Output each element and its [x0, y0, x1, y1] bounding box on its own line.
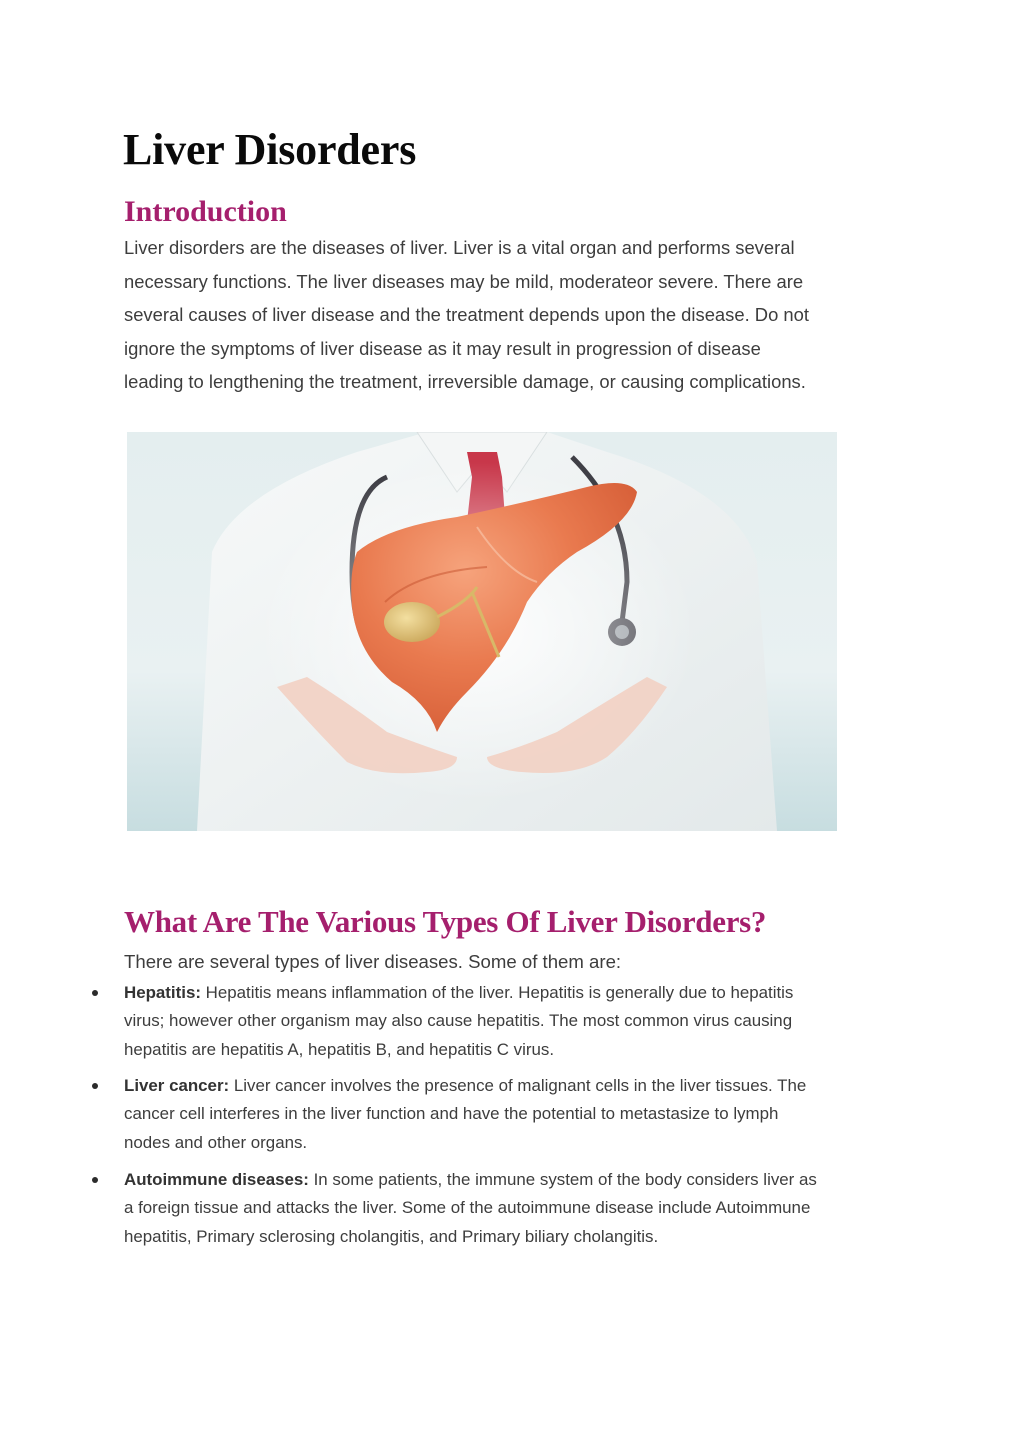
paragraph-line: ignore the symptoms of liver disease as it may result in progression of disease: [124, 337, 761, 359]
paragraph-line: necessary functions. The liver diseases may be mild, moderateor severe. There are: [124, 270, 804, 292]
list-item-liver-cancer: [124, 1072, 924, 1157]
list-item-line: [124, 979, 924, 1007]
list-item-line: hepatitis are hepatitis A, hepatitis B, and hepatitis C virus.: [124, 1040, 555, 1059]
list-item-line: [124, 1072, 924, 1100]
list-item-line: virus; however other organism may also cause hepatitis. The most common virus causing: [124, 1011, 793, 1030]
types-intro-text: There are several types of liver diseases. Some of them are:: [124, 951, 622, 972]
list-item-line: a foreign tissue and attacks the liver. Some of the autoimmune disease include Autoimmune: [124, 1198, 811, 1217]
list-item-term: Hepatitis:: [124, 983, 201, 1002]
introduction-paragraph: [124, 231, 914, 399]
list-item-text: In some patients, the immune system of the body considers liver as: [308, 1170, 817, 1189]
paragraph-line: leading to lengthening the treatment, irreversible damage, or causing complications.: [124, 371, 806, 392]
paragraph-line: several causes of liver disease and the treatment depends upon the disease. Do not: [124, 304, 809, 325]
list-item-text: Liver cancer involves the presence of malignant cells in the liver tissues. The: [229, 1076, 807, 1095]
list-item-text: Hepatitis means inflammation of the liver. Hepatitis is generally due to hepatitis: [200, 983, 794, 1002]
hero-image-doctor-liver: [127, 432, 837, 831]
introduction-heading: Introduction: [124, 195, 287, 228]
document-title: Liver Disorders: [123, 125, 417, 174]
list-item-autoimmune-diseases: [124, 1166, 924, 1251]
paragraph-line: Liver disorders are the diseases of liver. Liver is a vital organ and performs several: [124, 237, 795, 258]
bullet-icon: [92, 990, 98, 996]
types-heading: What Are The Various Types Of Liver Disorders?: [124, 904, 767, 939]
list-item-line: cancer cell interferes in the liver function and have the potential to metastasize to lymph: [124, 1104, 779, 1123]
list-item-line: [124, 1166, 924, 1194]
bullet-icon: [92, 1177, 98, 1183]
list-item-term: Liver cancer:: [124, 1076, 230, 1095]
liver-illustration-icon: [127, 432, 837, 831]
list-item-line: nodes and other organs.: [124, 1133, 308, 1152]
list-item-line: hepatitis, Primary sclerosing cholangitis, and Primary biliary cholangitis.: [124, 1227, 659, 1246]
list-item-hepatitis: [124, 979, 924, 1064]
list-item-term: Autoimmune diseases:: [124, 1170, 309, 1189]
bullet-icon: [92, 1083, 98, 1089]
